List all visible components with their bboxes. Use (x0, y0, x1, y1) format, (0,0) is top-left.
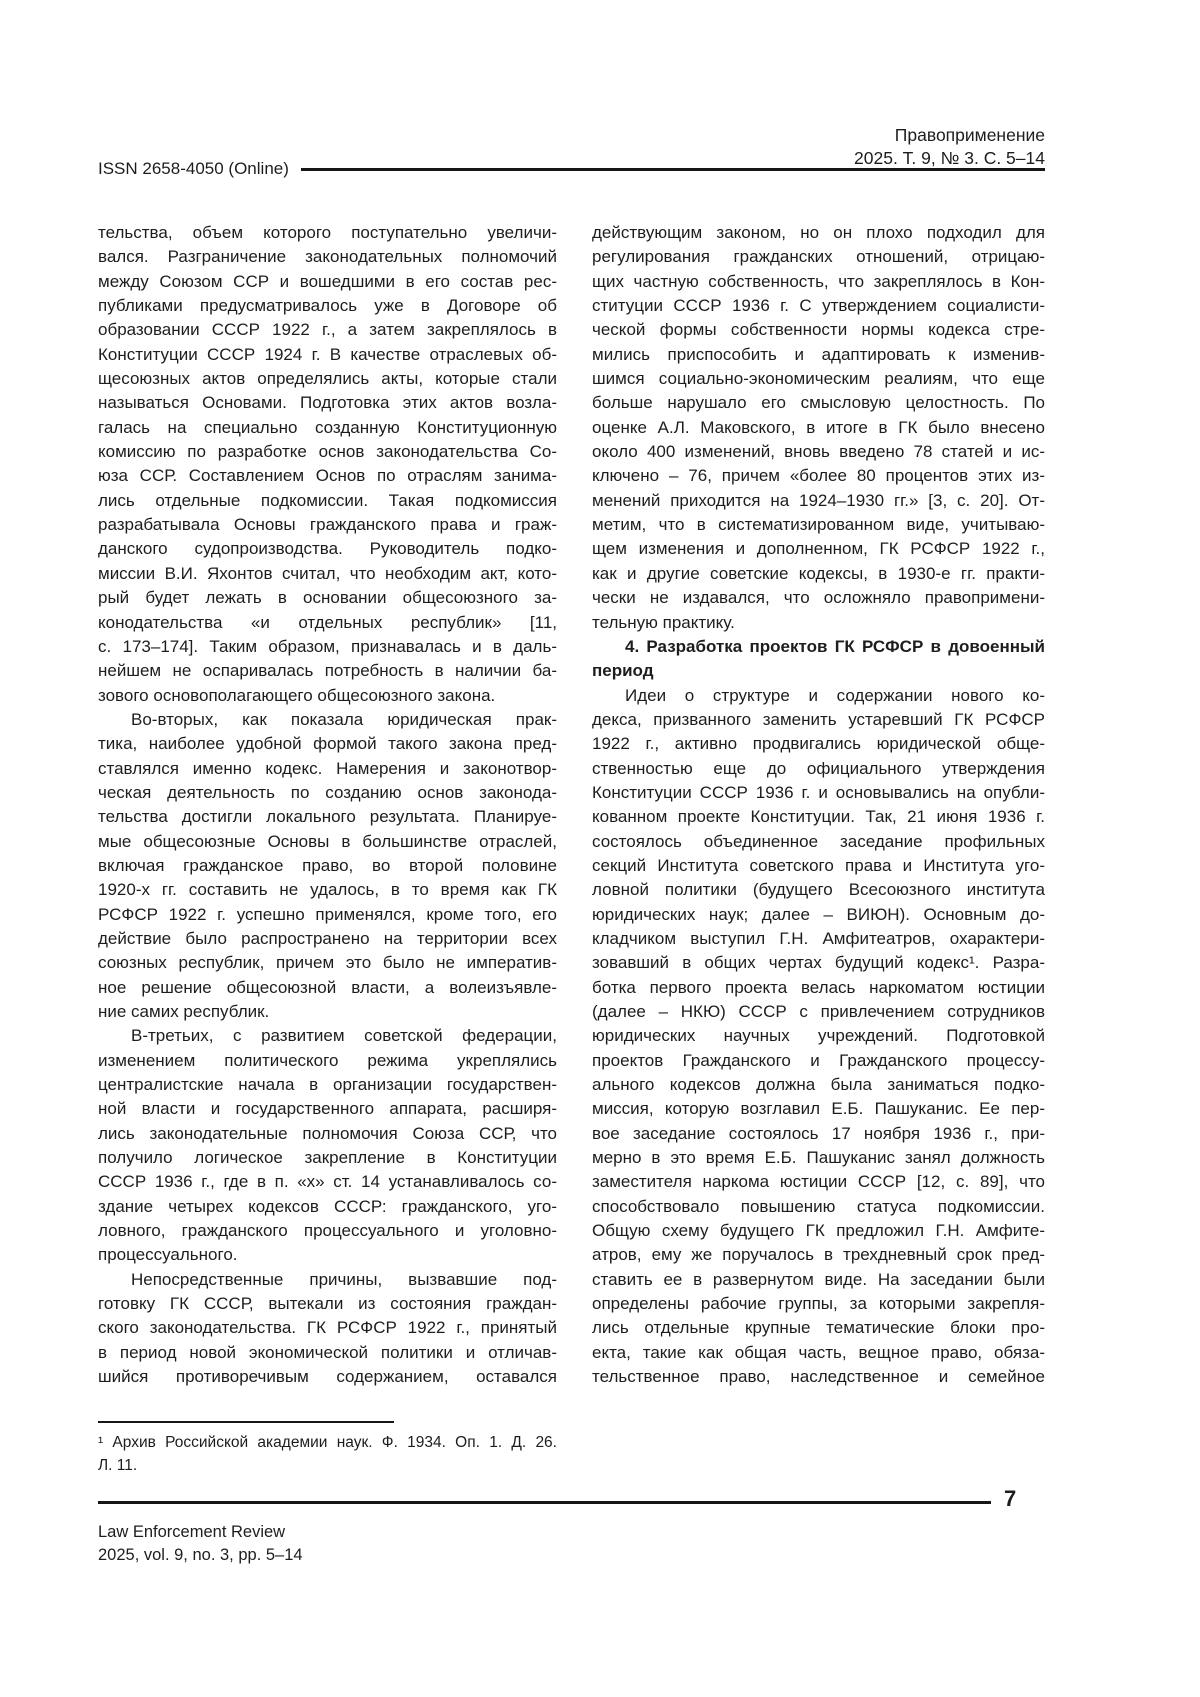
footer-journal-title: Law Enforcement Review (98, 1523, 286, 1541)
text-line: екта, такие как общая часть, вещное право, обяза- (592, 1342, 1045, 1362)
header-issue-info: 2025. Т. 9, № 3. С. 5–14 (854, 147, 1045, 168)
text-line: между Союзом ССР и вошедшими в его состав рес- (98, 271, 557, 291)
text-line: проектов Гражданского и Гражданского процессу- (592, 1050, 1045, 1070)
text-line: тельственное право, наследственное и семейное (592, 1367, 1045, 1387)
text-line: ального кодексов должна была заниматься подко- (592, 1075, 1045, 1095)
text-line: ставить ее в развернутом виде. На заседании были (592, 1269, 1045, 1289)
text-line: данского судопроизводства. Руководитель подко- (98, 539, 557, 559)
text-line: заместителя наркома юстиции СССР [12, с. 89], что (592, 1172, 1045, 1192)
text-line: кладчиком выступил Г.Н. Амфитеатров, охарактери- (592, 928, 1045, 948)
text-line: с. 173–174]. Таким образом, признавалась и в даль- (98, 636, 557, 656)
text-line: оценке А.Л. Маковского, в итоге в ГК было внесено (592, 417, 1045, 437)
text-line: включая гражданское право, во второй половине (98, 855, 557, 875)
text-line: РСФСР 1922 г. успешно применялся, кроме того, его (98, 904, 557, 924)
text-line: (далее – НКЮ) СССР с привлечением сотрудников (592, 1002, 1045, 1021)
text-line: 1920-х гг. составить не удалось, в то время как ГК (98, 880, 557, 900)
text-line: Во-вторых, как показала юридическая прак- (131, 709, 557, 729)
text-line: ботка первого проекта велась наркоматом юстиции (592, 977, 1045, 997)
text-line: Конституции СССР 1936 г. и основывались на опубли- (592, 782, 1045, 802)
text-line: в период новой экономической политики и отличав- (98, 1342, 557, 1362)
text-line: Непосредственные причины, вызвавшие под- (131, 1269, 557, 1289)
text-line: ¹ Архив Российской академии наук. Ф. 1934. Оп. 1. Д. 26. (98, 1434, 557, 1451)
text-line: ной власти и государственного аппарата, расширя- (98, 1099, 557, 1119)
text-line: здание четырех кодексов СССР: гражданского, уго- (98, 1196, 557, 1216)
text-line: ловного, гражданского процессуального и уголовно- (98, 1221, 557, 1241)
text-line: централистские начала в организации государствен- (98, 1075, 557, 1095)
text-line: действующим законом, но он плохо подходил для (592, 223, 1045, 242)
text-line: разрабатывала Основы гражданского права и граж- (98, 515, 557, 535)
text-line: как и другие советские кодексы, в 1930-е гг. практи- (592, 563, 1045, 583)
text-line: Общую схему будущего ГК предложил Г.Н. Амфите- (592, 1221, 1045, 1241)
header-issn-row (98, 159, 1045, 179)
text-line: атров, ему же поручалось в трехдневный срок пред- (592, 1245, 1045, 1265)
text-line: юридических наук; далее – ВИЮН). Основным до- (592, 904, 1045, 924)
text-line: менений приходится на 1924–1930 гг.» [3, с. 20]. От- (592, 490, 1045, 510)
text-line: щих частную собственность, что закреплялось в Кон- (592, 271, 1045, 291)
text-line: действие было распространено на территории всех (98, 928, 557, 948)
text-line: мые общесоюзные Основы в большинстве отраслей, (98, 831, 557, 851)
text-line: рый будет лежать в основании общесоюзного за- (98, 588, 557, 608)
text-line: лись законодательные полномочия Союза ССР, что (98, 1123, 557, 1143)
text-line: ского законодательства. ГК РСФСР 1922 г., принятый (98, 1318, 557, 1338)
text-line: мились приспособить и адаптировать к изменив- (592, 344, 1045, 364)
text-line: юза ССР. Составлением Основ по отраслям занима- (98, 466, 557, 486)
text-line: В-третьих, с развитием советской федерации, (131, 1026, 557, 1046)
text-line: галась на специально созданную Конституционную (98, 417, 557, 437)
text-line: период (592, 661, 654, 681)
text-line: союзных республик, причем это было не императив- (98, 953, 557, 973)
text-line: юридических научных учреждений. Подготовкой (592, 1026, 1045, 1046)
text-line: нейшем не оспаривалась потребность в наличии ба- (98, 661, 557, 681)
text-line: тельную практику. (592, 612, 735, 632)
page-number: 7 (1004, 1486, 1017, 1511)
text-line: ставлялся именно кодекс. Намерения и законотвор- (98, 758, 557, 778)
text-line: Конституции СССР 1924 г. В качестве отраслевых об- (98, 344, 557, 364)
text-line: называться Основами. Подготовка этих актов возла- (98, 393, 557, 413)
text-line: Идеи о структуре и содержании нового ко- (625, 685, 1045, 705)
text-line: ключено – 76, причем «более 80 процентов этих из- (592, 466, 1045, 486)
text-line: мерно в это время Е.Б. Пашуканис занял должность (592, 1148, 1045, 1168)
footer-block (98, 1521, 303, 1566)
text-line: изменением политического режима укреплялись (98, 1050, 557, 1070)
text-line: 1922 г., активно продвигались юридической обще- (592, 734, 1045, 754)
text-line: вое заседание состоялось 17 ноября 1936 г., при- (592, 1123, 1045, 1143)
text-line: Л. 11. (98, 1457, 138, 1474)
footer-issue-info: 2025, vol. 9, no. 3, pp. 5–14 (98, 1545, 303, 1564)
text-line: ституции СССР 1936 г. С утверждением социалисти- (592, 296, 1045, 316)
text-line: декса, призванного заменить устаревший ГК РСФСР (592, 709, 1045, 729)
text-line: миссия, которую возглавил Е.Б. Пашуканис. Ее пер- (592, 1099, 1045, 1119)
text-line: зовавший в общих чертах будущий кодекс¹. Разра- (592, 953, 1045, 973)
text-line: тика, наиболее удобной формой такого закона пред- (98, 734, 557, 754)
text-line: зового основополагающего общесоюзного закона. (98, 685, 496, 705)
text-line: получило логическое закрепление в Конституции (98, 1148, 557, 1168)
text-line: ческая деятельность по созданию основ законода- (98, 782, 557, 802)
footnote-text (98, 1431, 557, 1477)
issn-label: ISSN 2658-4050 (Online) (98, 159, 289, 178)
header-journal-title: Правоприменение (894, 125, 1045, 145)
text-line: метим, что в систематизированном виде, учитываю- (592, 515, 1045, 535)
text-line: комиссию по разработке основ законодательства Со- (98, 442, 557, 462)
text-line: публиками предусматривалось уже в Договоре об (98, 296, 557, 316)
text-line: лись отдельные крупные тематические блоки про- (592, 1318, 1045, 1338)
text-line: тельства, объем которого поступательно увеличи- (98, 223, 557, 242)
text-line: около 400 изменений, вновь введено 78 статей и ис- (592, 442, 1045, 462)
text-line: шимся социально-экономическим реалиям, что еще (592, 369, 1045, 389)
text-line: образовании СССР 1922 г., а затем закреплялось в (98, 320, 557, 340)
column-right (592, 221, 1045, 1390)
text-line: СССР 1936 г., где в п. «х» ст. 14 устанавливалось со- (98, 1172, 557, 1192)
text-line: состоялось объединенное заседание профильных (592, 831, 1045, 851)
text-line: 4. Разработка проектов ГК РСФСР в довоенный (625, 636, 1045, 656)
text-line: процессуального. (98, 1245, 238, 1265)
page-number-rule (98, 1501, 991, 1504)
text-line: регулирования гражданских отношений, отрицаю- (592, 247, 1045, 267)
text-line: кованном проекте Конституции. Так, 21 июня 1936 г. (592, 807, 1045, 827)
text-line: шийся противоречивым содержанием, оставался (98, 1367, 557, 1387)
header-rule (301, 168, 1045, 171)
text-line: ние самих республик. (98, 1002, 270, 1021)
text-line: секций Института советского права и Института уго- (592, 855, 1045, 875)
text-line: конодательства «и отдельных республик» [11, (98, 612, 557, 632)
text-line: определены рабочие группы, за которыми закрепля- (592, 1294, 1045, 1314)
text-line: больше нарушало его смысловую целостность. По (592, 393, 1045, 413)
text-line: лись отдельные подкомиссии. Такая подкомиссия (98, 490, 557, 510)
text-line: щем изменения и дополненном, ГК РСФСР 1922 г., (592, 539, 1045, 559)
text-line: чески не издавался, что осложняло правопримени- (592, 588, 1045, 608)
text-line: готовку ГК СССР, вытекали из состояния граждан- (98, 1294, 557, 1314)
text-line: вался. Разграничение законодательных полномочий (98, 247, 557, 267)
text-line: щесоюзных актов определялись акты, которые стали (98, 369, 557, 389)
column-left (98, 221, 557, 1390)
text-line: ловной политики (будущего Всесоюзного института (592, 880, 1045, 900)
text-line: способствовало повышению статуса подкомиссии. (592, 1196, 1045, 1216)
text-line: ное решение общесоюзной власти, а волеизъявле- (98, 977, 557, 997)
text-line: миссии В.И. Яхонтов считал, что необходим акт, кото- (98, 563, 557, 583)
text-line: ственностью еще до официального утверждения (592, 758, 1045, 778)
footnote-rule (98, 1421, 394, 1423)
text-line: ческой формы собственности нормы кодекса стре- (592, 320, 1045, 340)
text-line: тельства достигли локального результата. Планируе- (98, 807, 557, 827)
